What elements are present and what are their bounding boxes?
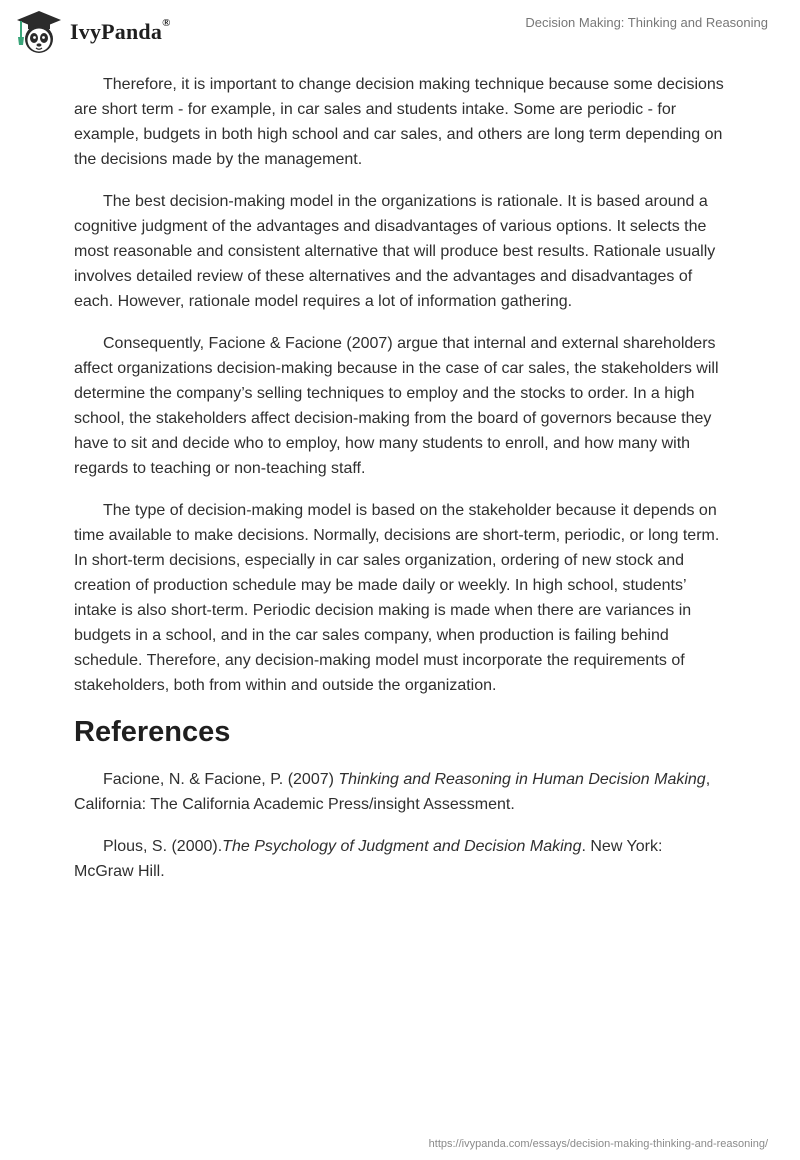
essay-content: [74, 72, 726, 901]
reference-title: The Psychology of Judgment and Decision Making: [222, 838, 582, 855]
page-header: [0, 0, 800, 60]
panda-logo-icon: [14, 9, 64, 55]
reference-title: Thinking and Reasoning in Human Decision Making: [338, 771, 706, 788]
document-title: Decision Making: Thinking and Reasoning: [525, 15, 768, 30]
references-heading: References: [74, 716, 231, 748]
ivypanda-logo[interactable]: [14, 8, 171, 56]
body-paragraph: The type of decision-making model is based on the stakeholder because it depends on time available to make decisions. Normally, decisions are short-term, periodic, or long term. In short-term decisions, especially in car sales organization, ordering of new stock and creation of production schedule may be made daily or weekly. In high school, students’ intake is also short-term. Periodic decision making is made when there are variances in budgets in a school, and in the car sales company, when production is failing behind schedule. Therefore, any decision-making model must incorporate the requirements of stakeholders, both from within and outside the organization.: [74, 502, 720, 694]
body-paragraph: Consequently, Facione & Facione (2007) argue that internal and external shareholders affect organizations decision-making because in the case of car sales, the stakeholders will determine the company’s selling techniques to employ and the stocks to order. In a high school, the stakeholders affect decision-making from the board of governors because they have to sit and decide who to employ, how many students to enroll, and how many with regards to teaching or non-teaching staff.: [74, 335, 719, 477]
body-paragraph: The best decision-making model in the organizations is rationale. It is based around a cognitive judgment of the advantages and disadvantages of various options. It selects the most reasonable and consistent alternative that will produce best results. Rationale usually involves detailed review of these alternatives and the advantages and disadvantages of each. However, rationale model requires a lot of information gathering.: [74, 193, 716, 310]
reference-item: Facione, N. & Facione, P. (2007) Thinking and Reasoning in Human Decision Making, California: The California Academic Press/insight Assessment.: [74, 771, 711, 813]
brand-name: IvyPanda®: [70, 17, 171, 44]
body-paragraph: Therefore, it is important to change decision making technique because some decisions are short term - for example, in car sales and students intake. Some are periodic - for example, budgets in both high school and car sales, and others are long term depending on the decisions made by the management.: [74, 76, 724, 168]
reference-item: Plous, S. (2000).The Psychology of Judgment and Decision Making. New York: McGraw Hill.: [74, 838, 663, 880]
source-url[interactable]: https://ivypanda.com/essays/decision-making-thinking-and-reasoning/: [428, 1138, 768, 1150]
